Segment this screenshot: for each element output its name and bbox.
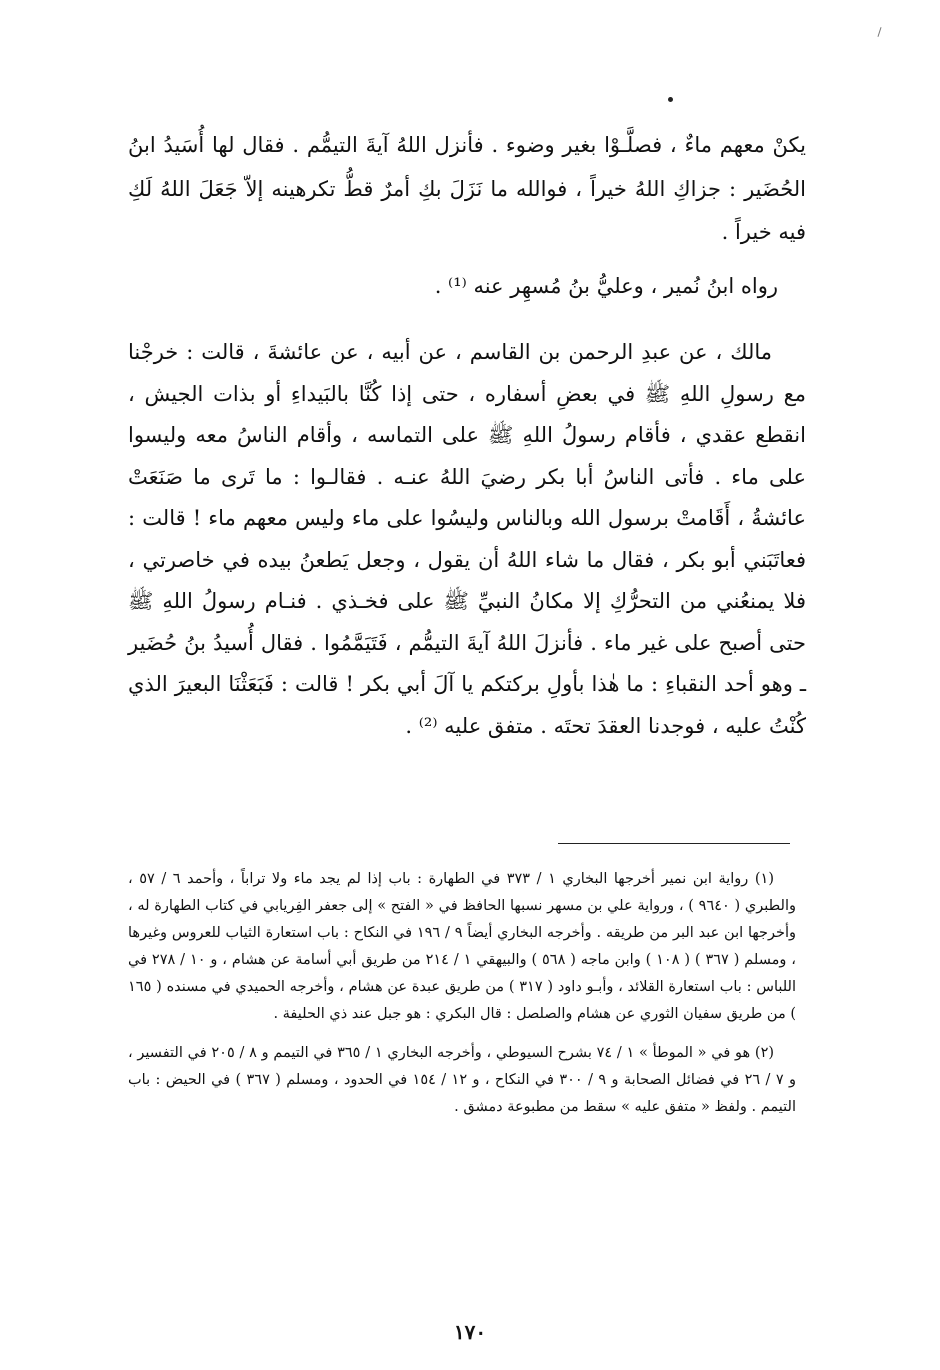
page-number: ١٧٠ [453, 1320, 487, 1344]
paragraph-2: رواه ابنُ نُمير ، وعليُّ بنُ مُسهِر عنه ⁽¹⁾ . [434, 273, 778, 298]
footnote-separator [558, 843, 790, 844]
main-text [128, 124, 806, 747]
scan-dot [668, 97, 673, 102]
footnote-2: (٢) هو في « الموطأ » ١ / ٧٤ بشرح السيوطي ، وأخرجه البخاري ١ / ٣٦٥ في التيمم و ٨ / ٢٠٥ في التفسير ، و ٧ / ٢٦ في فضائل الصحابة و ٩ / ٣٠٠ في النكاح ، و ١٢ / ١٥٤ في الحدود ، ومسلم ( ٣٦٧ ) في الحيض : باب التيمم . ولفظ « متفق عليه » سقط من مطبوعة دمشق . [128, 1045, 796, 1115]
paragraph-1: يكنْ معهم ماءٌ ، فصلَّـوْا بغير وضوء . فأنزل اللهُ آيةَ التيمُّم . فقال لها أُسَيدُ ابنُ الحُضَير : جزاكِ اللهُ خيراً ، فوالله ما نَزَلَ بكِ أمرٌ قطُّ تكرهينه إلاّ جَعَلَ اللهُ لَكِ فيه خيراً . [128, 133, 806, 244]
scan-mark [877, 27, 881, 37]
footnote-1: (١) رواية ابن نمير أخرجها البخاري ١ / ٣٧٣ في الطهارة : باب إذا لم يجد ماء ولا تراباً ، وأحمد ٦ / ٥٧ ، والطبري ( ٩٦٤٠ ) ، ورواية علي بن مسهر نسبها الحافظ في « الفتح » إلى جعفر الفِريابي في كتاب الطهارة له ، وأخرجها ابن عبد البر من طريقه . وأخرجه البخاري أيضاً ٩ / ١٩٦ في النكاح : باب استعارة الثياب للعروس وغيرها ، ومسلم ( ٣٦٧ ) ( ١٠٨ ) وابن ماجه ( ٥٦٨ ) والبيهقي ١ / ٢١٤ من طريق أبي أسامة عن هشام ، و ١٠ / ٢٧٨ في اللباس : باب استعارة القلائد ، وأبـو داود ( ٣١٧ ) من طريق عبدة عن هشام ، وأخرجه الحميدي في مسنده ( ١٦٥ ) من طريق سفيان الثوري عن هشام والصلصل : قال البكري : هو جبل عند ذي الحليفة . [128, 871, 796, 1022]
paragraph-3: مالك ، عن عبدِ الرحمن بن القاسم ، عن أبيه ، عن عائشةَ ، قالت : خرجْنا مع رسولِ اللهِ ﷺ في بعضِ أسفاره ، حتى إذا كُنَّا بالبَيداءِ أو بذات الجيش ، انقطع عقدي ، فأقام رسولُ اللهِ ﷺ على التماسه ، وأقام الناسُ معه وليسوا على ماء . فأتى الناسُ أبا بكر رضيَ اللهُ عنـه . فقالـوا : ما تَرى ما صَنَعَتْ عائشةُ ، أَقَامتْ برسول الله وبالناس وليسُوا على ماء وليس معهم ماء ! قالت : فعاتَبَني أبو بكر ، فقال ما شاء اللهُ أن يقول ، وجعل يَطعنُ بيده في خاصرتي ، فلا يمنعُني من التحرُّكِ إلا مكانُ النبيِّ ﷺ على فخـذي . فنـام رسولُ اللهِ ﷺ حتى أصبح على غير ماء . فأنزلَ اللهُ آيةَ التيمُّم ، فَتَيَمَّمُوا . فقال أُسيدُ بنُ حُضَير ـ وهو أحد النقباءِ : ما هٰذا بأولِ بركتكم يا آلَ أبي بكر ! قالت : فَبَعَثْنَا البعيرَ الذي كُنْتُ عليه ، فوجدنا العقدَ تحتَه . متفق عليه ⁽²⁾ . [128, 340, 806, 738]
footnotes [128, 866, 796, 1121]
